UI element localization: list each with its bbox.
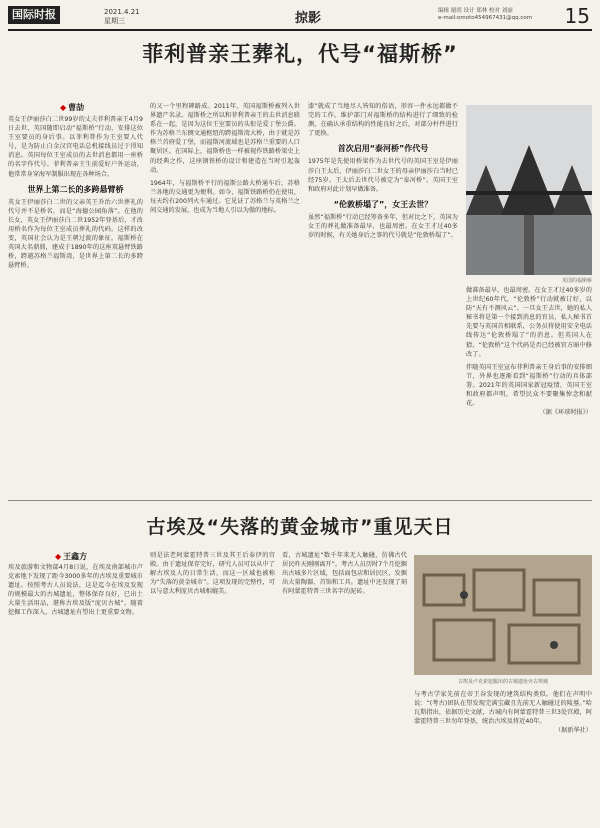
article1-col1 xyxy=(8,115,143,497)
photo1-caption: 英国的福斯桥 xyxy=(561,278,592,284)
article2-col3 xyxy=(282,551,407,821)
article2-col2 xyxy=(150,551,275,821)
date-text: 2021.4.21 xyxy=(104,8,140,16)
article1-col4b-text: 伴随英国王室宣布菲利普亲王身后事的安排细节，外界也逐渐看到“福斯桥”行动的具体部署。2021年的英国国家新冠疫情，英国王室和政府都声明，希望民众不要聚集悼念和献花。 xyxy=(466,363,592,408)
article1-col2-text: 的又一个里程碑路成。2011年，英国福斯桥被列入世界遗产名录。福斯桥之所以和菲利普亲王的去世消息联系在一起，是因为这位王室要员的头衔是爱丁堡公爵。作为苏格兰东侧文通枢纽的跨福斯湾大桥，由于就是苏格兰首府爱丁堡，而福斯河流域也是苏格兰重要的人口聚居区。在国际上，福斯桥也一样被视作铁路桥梁史上的经典之作，这座钢铁桥的设计和建造在当时引起轰动。 xyxy=(150,103,300,174)
byline-marker-icon: ◆ xyxy=(55,552,62,561)
article1-col3b-text: 1975年是先使用桥梁作为去世代号的英国王室是伊丽莎白王太后，伊丽莎白二世女王的母亲伊丽莎白当时已经75岁。王太后去世代号被定为“泰河桥”。英国王室和政府对此计划早做准备。 xyxy=(308,158,458,193)
editors-text: 编辑 谢尚 设计 郑林 校对 刘丽 xyxy=(438,8,513,14)
bridge-illustration xyxy=(466,105,592,275)
photo2-caption: 古埃及卢克索挖掘出的古城遗址旁古埃城 xyxy=(457,679,548,685)
page-number: 15 xyxy=(564,4,590,28)
byline-marker-icon: ◆ xyxy=(60,103,67,112)
article2-credit: （据新华社） xyxy=(554,727,592,735)
article1-subhead1: 世界上第二长的多跨悬臂桥 xyxy=(27,184,124,194)
article1-subhead3: “伦敦桥塌了”，女王去世？ xyxy=(333,199,433,209)
article2-col4-text: 与考古学家先前在帝王谷发现的建筑结构类似。他们在声明中说：“(考古)团队在望发现完满宝藏且先前无人触碰过的陵墓。”哈瓦斯指出，依据历史文献，古城内有阿蒙霍特普三世3处宫殿，阿蒙霍特普三世勿年登基，统治古埃及将近40年。 xyxy=(414,691,592,726)
email-text: e-mail:omoto454967431@qq.com xyxy=(438,15,533,21)
article1-subhead2: 首次启用“泰河桥”作代号 xyxy=(337,144,429,154)
article1-col4 xyxy=(466,286,592,497)
article2-col4 xyxy=(414,690,592,821)
article2-col2-text: 则是法老阿蒙霍特普三世及其王后泰伊的宫殿。由于遗址保存完好，研究人员可以从中了解古埃及人的日常生活，而这一区域也被称为“失落的黄金城市”。这项发现的完整性，可以与意大利庞贝古城相媲美。 xyxy=(150,552,275,596)
excavation-illustration xyxy=(414,555,592,675)
article1-author: 曹劼 xyxy=(68,103,85,112)
paper-logo: 国际时报 xyxy=(8,6,60,24)
article-divider xyxy=(8,500,592,501)
article1-credit: （据《环球时报》） xyxy=(539,409,592,417)
issue-date xyxy=(104,8,140,26)
weekday-text: 星期三 xyxy=(104,17,125,25)
article2-col1-text: 埃及旅游和文物部4月8日说，在埃及南部城市卢克索地下发现了距今3000多年的古埃及重要城市遗址。按照考古人员说法，这是迄今在埃及发现的规模最大的古城遗址，整体保存良好，已出土大量生活用品，堪称古埃及版“庞贝古城”。随着挖掘工作深入，古城遗址有望出土更重要文物。 xyxy=(8,564,143,617)
article1-col4-text: 做准备最早，也最周密。在女王才过40多岁的上世纪60年代，“伦敦桥”行动就被订好，以防“天有不测风云”。一旦女王去世，她的私人秘书将是第一个接到消息的官员，私人秘书首先要与英国首相联系，公务员将使用安全电话线传达“伦敦桥塌了”的消息。但英国人在猜，“伦敦桥”这个代码是否已经被官方暗中修改了。 xyxy=(466,287,592,358)
article1-col3 xyxy=(308,102,458,497)
article1-col3c-text: 虽然“福斯桥”行动已经筹备多年，但对比之下，英国为女王的葬礼做准备最早，也最周密。在女王才过40多岁的时候，有关她身后之事的代号就是“伦敦桥塌了”。 xyxy=(308,213,458,240)
article2-col1 xyxy=(8,563,143,821)
article2-byline xyxy=(55,551,87,562)
article1-col2b-text: 1964年，与福斯桥平行的福斯公路大桥通车后，苏格兰各地的交通更为便利。如今，福斯铁路桥仍在使用，每天约有200列火车通过。它见证了苏格兰与英格兰之间交通的发展，也成为当地人引以为傲的地标。 xyxy=(150,179,300,215)
forth-bridge-photo xyxy=(466,105,592,275)
article2-col3-text: 看，古城遗址“数千年来无人触碰，仿佛古代居民昨天刚刚离开”。考古人员历时7个月挖掘出古城多片区域，包括面包店和居民区，发掘出大量陶器、首饰和工具。遗址中还发现了刻有阿蒙霍特普三世名字的泥砖。 xyxy=(282,552,407,596)
golden-city-photo xyxy=(414,555,592,675)
article2-headline: 古埃及“失落的黄金城市”重见天日 xyxy=(146,516,454,538)
article1-col2 xyxy=(150,102,300,497)
masthead xyxy=(8,6,592,28)
article1-col1-text: 英女王伊丽莎白二世99岁的丈夫菲利普亲王4月9日去世，英国随即启动“福斯桥”行动，安排这位王室要员的身后事。以菲利普作为王室要人代号，是为防止白金汉宫电话总机接线员过于得知消息。英国每位王室成员的去世消息都用一座桥的名字作代号。菲利普亲王生前爱好户外运动，他常常身穿海军制服出现在各种场合。 xyxy=(8,116,143,178)
article1-byline xyxy=(60,102,84,113)
article1-col1b-text: 英女王伊丽莎白二世的父亲英王乔治六世葬礼的代号并不是桥名，而是“海德公园角落”。在他的长女，英女王伊丽莎白二世1952年登基后，才改用桥名作为每位王室成员葬礼的代码。这样的改变，英国社会认为是王朝过渡的象征。福斯桥在英国大名鼎鼎，建成于1890年的这座双悬臂铁路桥，跨越苏格兰福斯湾，是世界上第二长的多跨悬臂桥。 xyxy=(8,198,143,270)
header-rule xyxy=(8,29,592,31)
article2-author: 王鑫方 xyxy=(63,552,88,561)
article1-headline: 菲利普亲王葬礼，代号“福斯桥” xyxy=(142,42,458,66)
section-title: 掠影 xyxy=(294,11,321,26)
editor-credits xyxy=(438,8,532,22)
article1-col3-text: 漆”就成了当地尽人皆知的俗语，形容一件永远都做不完的工作。维护部门对福斯桥的结构进行了细致的检测，在确认承重结构的性能良好之后，对部分杆件进行了更换。 xyxy=(308,103,458,138)
